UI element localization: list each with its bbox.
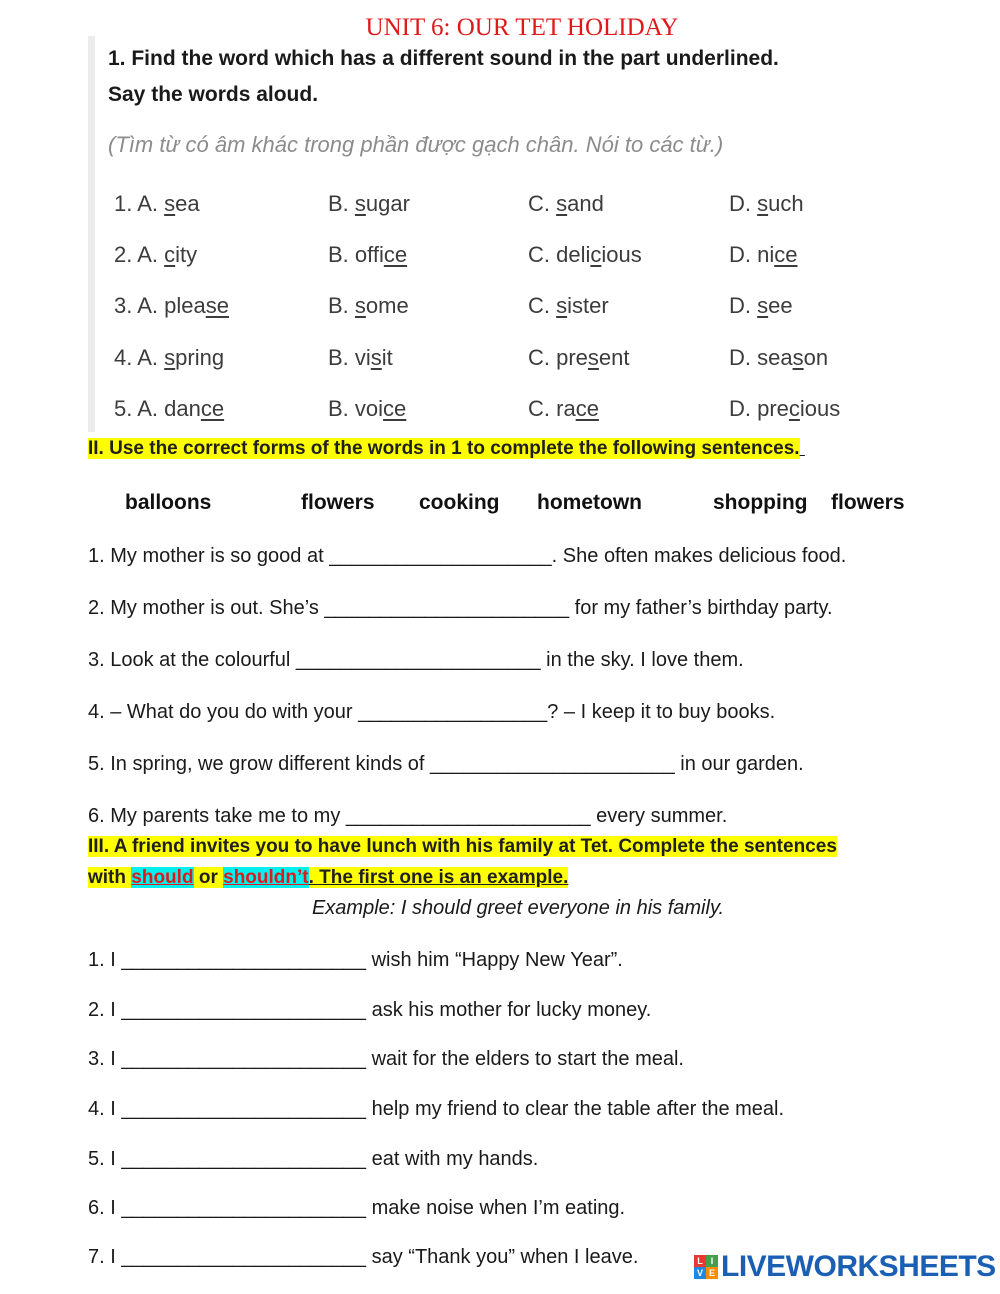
option-5-b: B. voice [328, 396, 407, 421]
underlined-part: ce [200, 396, 225, 421]
option-1-c: C. sand [528, 191, 604, 216]
underlined-part: s [757, 293, 769, 318]
underlined-part: s [587, 345, 599, 370]
fill-sentence[interactable]: 2. My mother is out. She’s ______________________ for my father’s birthday party. [88, 597, 833, 619]
option-3-b: B. some [328, 293, 409, 318]
underlined-part: s [556, 191, 568, 216]
option-3-a: 3. A. please [114, 293, 229, 318]
should-sentence[interactable]: 7. I ______________________ say “Thank you” when I leave. [88, 1246, 639, 1268]
option-2-d: D. nice [729, 242, 798, 267]
option-4-c: C. present [528, 345, 630, 370]
fill-sentence[interactable]: 6. My parents take me to my ______________________ every summer. [88, 805, 728, 827]
underlined-part: c [164, 242, 176, 267]
word-bank-item: hometown [537, 491, 642, 514]
underlined-part: ce [383, 396, 407, 421]
underlined-part: se [205, 293, 229, 318]
section1-heading-line1: 1. Find the word which has a different sound in the part underlined. [108, 47, 779, 70]
option-4-b: B. visit [328, 345, 393, 370]
logo-badge-letter: V [694, 1267, 706, 1279]
option-1-b: B. sugar [328, 191, 410, 216]
fill-sentence[interactable]: 1. My mother is so good at ____________________. She often makes delicious food. [88, 545, 847, 567]
option-5-c: C. race [528, 396, 599, 421]
underlined-part: s [792, 345, 804, 370]
logo-text: LIVEWORKSHEETS [721, 1250, 996, 1283]
underlined-part: s [354, 191, 366, 216]
option-5-d: D. precious [729, 396, 841, 421]
should-sentence[interactable]: 2. I ______________________ ask his mother for lucky money. [88, 999, 652, 1021]
option-2-b: B. office [328, 242, 408, 267]
logo-badge-letter: E [706, 1267, 718, 1279]
liveworksheets-logo [694, 1250, 996, 1284]
underlined-part: s [370, 345, 382, 370]
option-3-d: D. see [729, 293, 793, 318]
should-sentence[interactable]: 4. I ______________________ help my friend to clear the table after the meal. [88, 1098, 785, 1120]
logo-badge-icon [694, 1255, 718, 1279]
option-1-d: D. such [729, 191, 804, 216]
should-sentence[interactable]: 6. I ______________________ make noise when I’m eating. [88, 1197, 626, 1219]
underlined-part: s [556, 293, 568, 318]
logo-badge-letter: L [694, 1255, 706, 1267]
shouldnt-keyword: shouldn’t [223, 867, 309, 888]
should-sentence[interactable]: 3. I ______________________ wait for the elders to start the meal. [88, 1048, 684, 1070]
section1-side-bar [88, 36, 95, 432]
section3-heading-line1: III. A friend invites you to have lunch with his family at Tet. Complete the sentences [88, 836, 837, 857]
fill-sentence[interactable]: 4. – What do you do with your _________________? – I keep it to buy books. [88, 701, 776, 723]
section1-heading-line2: Say the words aloud. [108, 83, 319, 106]
option-1-a: 1. A. sea [114, 191, 200, 216]
section1-translation: (Tìm từ có âm khác trong phần được gạch chân. Nói to các từ.) [108, 132, 724, 157]
should-keyword: should [131, 867, 194, 888]
section2-heading: II. Use the correct forms of the words in 1 to complete the following sentences. [88, 438, 800, 459]
should-sentence[interactable]: 1. I ______________________ wish him “Happy New Year”. [88, 949, 623, 971]
option-5-a: 5. A. dance [114, 396, 225, 421]
word-bank-item: flowers [301, 491, 375, 514]
logo-badge-letter: I [706, 1255, 718, 1267]
option-4-d: D. season [729, 345, 829, 370]
underlined-part: ce [774, 242, 798, 267]
underlined-part: s [164, 345, 176, 370]
option-4-a: 4. A. spring [114, 345, 225, 370]
word-bank-item: flowers [831, 491, 905, 514]
option-3-c: C. sister [528, 293, 609, 318]
underlined-part: s [164, 191, 176, 216]
should-sentence[interactable]: 5. I ______________________ eat with my hands. [88, 1148, 539, 1170]
section3-example: Example: I should greet everyone in his family. [311, 897, 725, 919]
page-title: UNIT 6: OUR TET HOLIDAY [365, 14, 679, 41]
underlined-part: ce [383, 242, 408, 267]
option-2-c: C. delicious [528, 242, 642, 267]
word-bank-item: cooking [419, 491, 500, 514]
underlined-part: c [788, 396, 800, 421]
word-bank-item: balloons [125, 491, 212, 514]
underlined-part: s [354, 293, 366, 318]
underlined-part: s [757, 191, 769, 216]
underlined-part: ce [575, 396, 599, 421]
fill-sentence[interactable]: 3. Look at the colourful ______________________ in the sky. I love them. [88, 649, 744, 671]
option-2-a: 2. A. city [114, 242, 198, 267]
underlined-part: c [590, 242, 602, 267]
word-bank-item: shopping [713, 491, 808, 514]
section3-heading-line2: with should or shouldn’t. The first one is an example. [88, 867, 569, 888]
fill-sentence[interactable]: 5. In spring, we grow different kinds of ______________________ in our garden. [88, 753, 804, 775]
